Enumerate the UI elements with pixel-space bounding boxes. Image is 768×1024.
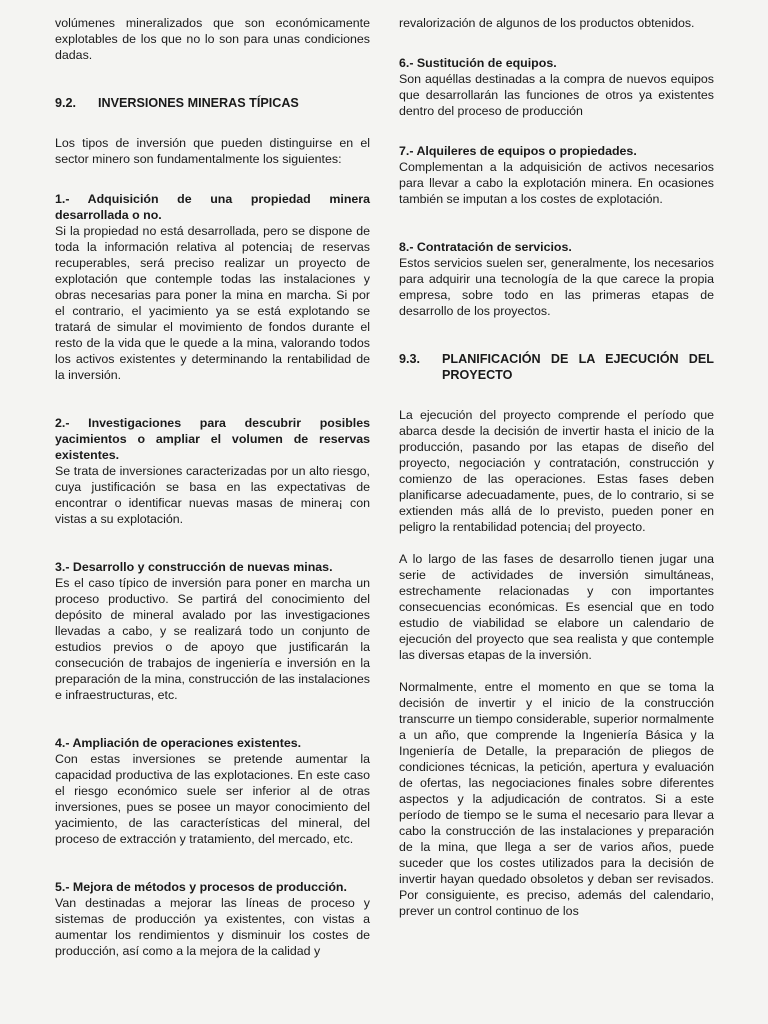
item-8-heading: 8.- Contratación de servicios. — [399, 240, 572, 254]
planning-paragraph-3: Normalmente, entre el momento en que se toma la decisión de invertir y el inicio de la construcción transcurre un tiempo considerable, superior normalmente a un año, que comprende la Ingeniería Básica y la Ingeniería de Detalle, la preparación de pliegos de condiciones técnicas, la petición, apertura y evaluación de ofertas, las negociaciones finales sobre diferentes aspectos y la adjudicación de contratos. Si a este período de tiempo se le suma el necesario para llevar a cabo la construcción de las instalaciones y preparación de la mina, que llega a ser de varios años, puede suceder que los costes utilizados para la decisión de invertir hayan quedado obsoletos y deban ser revisados. Por consiguiente, es preciso, además del calendario, prever un control continuo de los — [399, 680, 714, 918]
item-7-heading: 7.- Alquileres de equipos o propiedades. — [399, 144, 637, 158]
item-4-body: Con estas inversiones se pretende aumentar la capacidad productiva de las explotaciones. En este caso el riesgo económico suele ser inferior al de otras inversiones, pues se posee un mayor conocimiento del yacimiento, de las características del mineral, del proceso de extracción y tratamiento, del mercado, etc. — [55, 752, 370, 846]
item-6-body: Son aquéllas destinadas a la compra de nuevos equipos que desarrollarán las funciones de otros ya existentes dentro del proceso de producción — [399, 72, 714, 118]
item-6-heading: 6.- Sustitución de equipos. — [399, 56, 557, 70]
section-number: 9.2. — [55, 96, 77, 110]
item-4-heading: 4.- Ampliación de operaciones existentes. — [55, 736, 302, 750]
item-3-heading: 3.- Desarrollo y construcción de nuevas minas. — [55, 560, 333, 574]
item-8-body: Estos servicios suelen ser, generalmente, los necesarios para adquirir una tecnología de la que carece la propia empresa, sobre todo en las primeras etapas de desarrollo de los proyectos. — [399, 256, 714, 318]
item-5-body: Van destinadas a mejorar las líneas de proceso y sistemas de producción ya existentes, con vistas a aumentar los rendimientos y disminuir los costes de producción, así como a la mejora de la calidad y — [55, 896, 370, 958]
item-2-body: Se trata de inversiones caracterizadas por un alto riesgo, cuya justificación se basa en las expectativas de encontrar o identificar nuevas masas de minera¡ con vistas a su explotación. — [55, 464, 370, 526]
item-5-heading: 5.- Mejora de métodos y procesos de producción. — [55, 880, 347, 894]
item-3-body: Es el caso típico de inversión para poner en marcha un proceso productivo. Se partirá del conocimiento del depósito de mineral avalado por las investigaciones llevadas a cabo, y se realizará todo un conjunto de estudios previos o de apoyo que justificarán la consecución de trabajos de ingeniería e inversión en la preparación de la mina, construcción de las instalaciones e infraestructuras, etc. — [55, 576, 370, 702]
lead-paragraph: Los tipos de inversión que pueden distinguirse en el sector minero son fundamentalmente los siguientes: — [55, 136, 370, 166]
planning-paragraph-2: A lo largo de las fases de desarrollo tienen jugar una serie de actividades de inversión simultáneas, estrechamente relacionadas y con importantes consecuencias económicas. Es esencial que en todo estudio de viabilidad se elabore un calendario de ejecución del proyecto que sea realista y que contemple las diversas etapas de la inversión. — [399, 552, 714, 662]
section-title: INVERSIONES MINERAS TÍPICAS — [98, 96, 299, 110]
section-heading-9-3 — [399, 351, 714, 383]
right-intro-paragraph: revalorización de algunos de los productos obtenidos. — [399, 16, 695, 30]
item-1-body: Si la propiedad no está desarrollada, pero se dispone de toda la información relativa al potencia¡ de reservas recuperables, será preciso realizar un proyecto de explotación que contemple todas las instalaciones y obras necesarias para poner la mina en marcha. Si por el contrario, el yacimiento ya se está explotando se tratará de simular el movimiento de fondos durante el resto de la vida que le quede a la mina, valorando todos los activos existentes y determinando la rentabilidad de la inversión. — [55, 224, 370, 382]
item-7-body: Complementan a la adquisición de activos necesarios para llevar a cabo la explotación minera. En ocasiones también se imputan a los costes de explotación. — [399, 160, 714, 206]
planning-paragraph-1: La ejecución del proyecto comprende el período que abarca desde la decisión de invertir hasta el inicio de la producción, pasando por las etapas de diseño del proyecto, negociación y contratación, construcción y comienzo de las operaciones. Estas fases deben planificarse adecuadamente, pues, de lo contrario, si se extienden más allá de lo previsto, pueden poner en peligro la rentabilidad potencia¡ del proyecto. — [399, 408, 714, 534]
item-2-heading: 2.- Investigaciones para descubrir posibles yacimientos o ampliar el volumen de reservas existentes. — [55, 416, 370, 462]
section-number: 9.3. — [399, 352, 421, 366]
section-heading-9-2 — [55, 95, 370, 111]
section-title: PLANIFICACIÓN DE LA EJECUCIÓN DEL PROYECTO — [442, 352, 714, 382]
left-intro-paragraph: volúmenes mineralizados que son económicamente explotables de los que no lo son para unas condiciones dadas. — [55, 16, 370, 62]
item-1-heading: 1.- Adquisición de una propiedad minera desarrollada o no. — [55, 192, 370, 222]
left-column — [55, 15, 370, 959]
right-column — [399, 15, 714, 919]
